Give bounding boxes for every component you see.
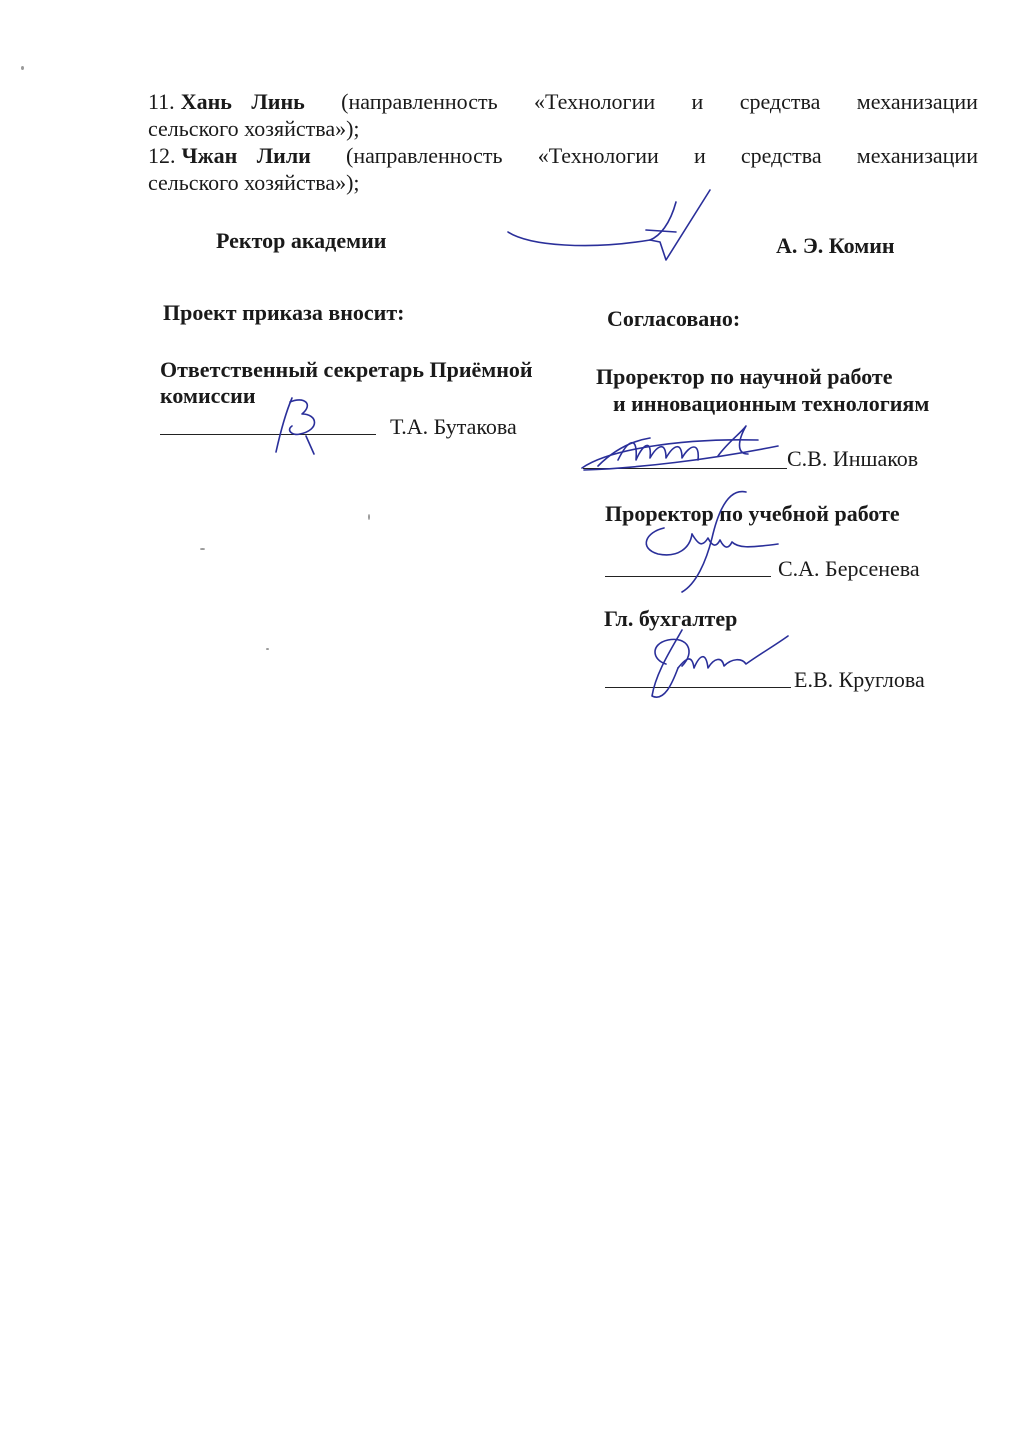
student-name: Хань Линь	[180, 89, 305, 114]
item-number: 12.	[148, 143, 176, 168]
chief-accountant-signature	[642, 624, 792, 704]
rector-name: А. Э. Комин	[776, 233, 895, 258]
scan-speck	[368, 514, 370, 520]
rector-signature	[500, 184, 740, 264]
text-word: средства	[740, 143, 822, 168]
right-block-heading: Согласовано:	[607, 306, 741, 331]
chief-accountant-name: Е.В. Круглова	[794, 667, 925, 692]
scan-speck	[200, 548, 205, 550]
list-item-continuation: сельского хозяйства»);	[148, 170, 360, 195]
vice-rector-science-signature	[578, 420, 788, 480]
text-word: «Технологии	[537, 143, 659, 168]
vice-rector-science-name: С.В. Иншаков	[787, 446, 919, 471]
left-block-heading: Проект приказа вносит:	[163, 300, 405, 325]
text-word: (направленность	[341, 89, 498, 114]
scan-speck	[21, 66, 24, 70]
list-item-head	[148, 88, 305, 115]
secretary-signature	[262, 390, 332, 460]
student-list	[148, 88, 978, 196]
vice-rector-education-signature	[632, 488, 782, 598]
secretary-name: Т.А. Бутакова	[390, 414, 517, 439]
student-name: Чжан Лили	[181, 143, 311, 168]
text-word: механизации	[856, 143, 978, 168]
vice-rector-science-position-line2: и инновационным технологиям	[613, 391, 930, 416]
secretary-position-line2: комиссии	[160, 383, 256, 408]
text-word: и	[693, 143, 706, 168]
scan-speck	[266, 648, 269, 650]
vice-rector-education-position: Проректор по учебной работе	[605, 501, 900, 526]
list-item-continuation: сельского хозяйства»);	[148, 116, 360, 141]
item-number: 11.	[148, 89, 175, 114]
vice-rector-education-name: С.А. Берсенева	[778, 556, 920, 581]
list-item-first-line	[148, 142, 978, 169]
text-word: средства	[739, 89, 821, 114]
text-word: (направленность	[346, 143, 503, 168]
secretary-position-line1: Ответственный секретарь Приёмной	[160, 357, 533, 382]
list-item-head	[148, 142, 311, 169]
chief-accountant-position: Гл. бухгалтер	[604, 606, 738, 631]
text-word: и	[691, 89, 704, 114]
vice-rector-science-position-line1: Проректор по научной работе	[596, 364, 893, 389]
text-word: «Технологии	[534, 89, 656, 114]
list-item-first-line	[148, 88, 978, 115]
list-item	[148, 88, 978, 142]
text-word: механизации	[856, 89, 978, 114]
rector-title: Ректор академии	[216, 228, 387, 253]
